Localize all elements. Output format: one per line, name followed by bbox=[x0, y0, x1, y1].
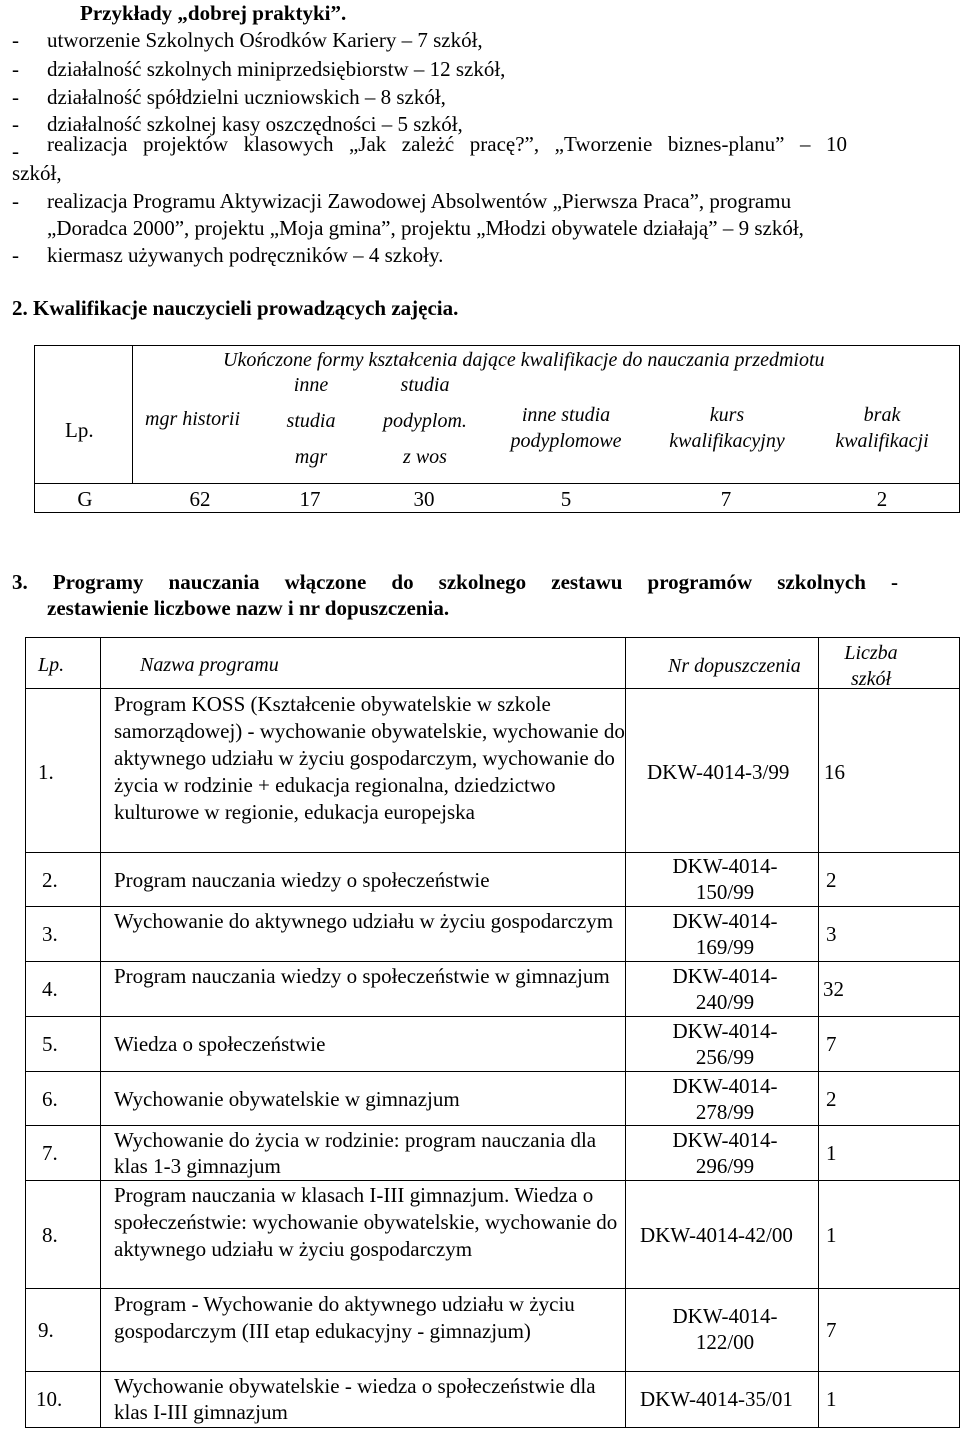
list-item: działalność szkolnych miniprzedsiębiorstw – 12 szkół, bbox=[47, 57, 506, 81]
table-cell: 7 bbox=[720, 487, 732, 511]
section3-heading-line2: zestawienie liczbowe nazw i nr dopuszczenia. bbox=[47, 596, 450, 620]
programs-row-count: 16 bbox=[824, 760, 845, 784]
programs-row-nr: DKW-4014-278/99 bbox=[672, 1074, 778, 1124]
programs-row-name: Program nauczania w klasach I-III gimnazjum. Wiedza o społeczeństwie: wychowanie obywatelskie, wychowanie do aktywnego udziału w życiu gospodarczym bbox=[114, 1183, 618, 1261]
programs-header-nr: Nr dopuszczenia bbox=[668, 655, 801, 677]
programs-row-name: Wychowanie do aktywnego udziału w życiu gospodarczym bbox=[114, 909, 614, 933]
table-header-col2-line2: studia bbox=[286, 410, 336, 432]
table-cell: 30 bbox=[413, 487, 435, 511]
programs-row-nr: DKW-4014-256/99 bbox=[672, 1019, 778, 1069]
programs-row-nr: DKW-4014-150/99 bbox=[672, 854, 778, 904]
programs-row-lp: 7. bbox=[42, 1141, 58, 1165]
programs-row-lp: 9. bbox=[38, 1318, 54, 1342]
table-header-col4-line2: podyplomowe bbox=[510, 430, 622, 452]
table-header-col4-line1: inne studia bbox=[521, 404, 611, 426]
programs-row-name: Program nauczania wiedzy o społeczeństwie w gimnazjum bbox=[114, 964, 610, 988]
programs-row-count: 1 bbox=[826, 1141, 837, 1165]
list-item: realizacja projektów klasowych „Jak zależć pracę?”, „Tworzenie biznes-planu” – 10 bbox=[47, 132, 847, 156]
programs-row-count: 1 bbox=[826, 1387, 837, 1411]
programs-row-count: 32 bbox=[823, 977, 844, 1001]
table-span-header: Ukończone formy kształcenia dające kwalifikacje do nauczania przedmiotu bbox=[223, 349, 825, 371]
programs-row-name: Wiedza o społeczeństwie bbox=[114, 1032, 326, 1056]
list-item-dash: - bbox=[12, 85, 19, 109]
programs-row-lp: 2. bbox=[42, 868, 58, 892]
programs-row-name: Wychowanie do życia w rodzinie: program nauczania dla klas 1-3 gimnazjum bbox=[114, 1128, 597, 1178]
programs-row-nr: DKW-4014-42/00 bbox=[640, 1223, 793, 1247]
list-item-continuation: szkół, bbox=[12, 161, 62, 185]
programs-row-nr: DKW-4014-122/00 bbox=[672, 1304, 778, 1354]
programs-row-lp: 5. bbox=[42, 1032, 58, 1056]
programs-row-nr: DKW-4014-169/99 bbox=[672, 909, 778, 959]
programs-row-count: 3 bbox=[826, 922, 837, 946]
section2-heading: 2. Kwalifikacje nauczycieli prowadzących zajęcia. bbox=[12, 296, 459, 320]
programs-row-lp: 8. bbox=[42, 1223, 58, 1247]
programs-row-count: 1 bbox=[826, 1223, 837, 1247]
list-item: utworzenie Szkolnych Ośrodków Kariery – 7 szkół, bbox=[47, 28, 483, 52]
list-item-dash: - bbox=[12, 57, 19, 81]
table-header-col1: mgr historii bbox=[145, 408, 241, 430]
programs-header-count-line1: Liczba bbox=[844, 642, 898, 664]
table-cell: 17 bbox=[299, 487, 321, 511]
programs-row-count: 7 bbox=[826, 1032, 837, 1056]
list-item: realizacja Programu Aktywizacji Zawodowej Absolwentów „Pierwsza Praca”, programu bbox=[47, 189, 792, 213]
table-header-col3-line1: studia bbox=[400, 374, 450, 396]
programs-row-count: 2 bbox=[826, 1087, 837, 1111]
list-item: działalność szkolnej kasy oszczędności – 5 szkół, bbox=[47, 112, 463, 136]
programs-row-lp: 4. bbox=[42, 977, 58, 1001]
programs-row-name: Wychowanie obywatelskie w gimnazjum bbox=[114, 1087, 460, 1111]
table-cell: 2 bbox=[876, 487, 888, 511]
good-practices-heading: Przykłady „dobrej praktyki”. bbox=[80, 1, 347, 25]
list-item-dash: - bbox=[12, 139, 19, 163]
list-item: działalność spółdzielni uczniowskich – 8 szkół, bbox=[47, 85, 446, 109]
table-cell: 5 bbox=[560, 487, 572, 511]
programs-row-name: Program - Wychowanie do aktywnego udziału w życiu gospodarczym (III etap edukacyjny - gimnazjum) bbox=[114, 1292, 575, 1343]
table-header-col3-line3: z wos bbox=[403, 446, 447, 468]
table-header-lp: Lp. bbox=[65, 418, 94, 442]
table-header-col5-line2: kwalifikacyjny bbox=[669, 430, 785, 452]
programs-row-nr: DKW-4014-296/99 bbox=[672, 1128, 778, 1178]
programs-row-nr: DKW-4014-3/99 bbox=[647, 760, 790, 784]
list-item: kiermasz używanych podręczników – 4 szkoły. bbox=[47, 243, 444, 267]
programs-row-name: Wychowanie obywatelskie - wiedza o społeczeństwie dla klas I-III gimnazjum bbox=[114, 1374, 596, 1424]
programs-header-name: Nazwa programu bbox=[140, 654, 279, 676]
section3-heading-line1: 3. Programy nauczania włączone do szkolnego zestawu programów szkolnych - bbox=[12, 570, 898, 594]
table-cell: G bbox=[77, 487, 93, 511]
programs-row-count: 7 bbox=[826, 1318, 837, 1342]
programs-row-lp: 1. bbox=[38, 760, 54, 784]
programs-row-nr: DKW-4014-35/01 bbox=[640, 1387, 793, 1411]
table-header-col6-line1: brak bbox=[863, 404, 901, 426]
list-item-dash: - bbox=[12, 243, 19, 267]
programs-header-lp: Lp. bbox=[38, 654, 65, 676]
list-item-dash: - bbox=[12, 112, 19, 136]
table-header-col2-line3: mgr bbox=[294, 446, 328, 468]
table-cell: 62 bbox=[189, 487, 211, 511]
programs-row-lp: 3. bbox=[42, 922, 58, 946]
programs-row-name: Program nauczania wiedzy o społeczeństwie bbox=[114, 868, 490, 892]
list-item-dash: - bbox=[12, 189, 19, 213]
table-header-col5-line1: kurs bbox=[709, 404, 745, 426]
programs-row-name: Program KOSS (Kształcenie obywatelskie w szkole samorządowej) - wychowanie obywatelskie, wychowanie do aktywnego udziału w życiu gospodarczym, wychowanie do życia w rodzinie + edukacja regionalna, dziedzictwo kulturowe w regionie, edukacja europejska bbox=[114, 692, 625, 824]
table-header-col2-line1: inne bbox=[293, 374, 329, 396]
programs-row-nr: DKW-4014-240/99 bbox=[672, 964, 778, 1014]
programs-row-count: 2 bbox=[826, 868, 837, 892]
programs-row-lp: 10. bbox=[36, 1387, 63, 1411]
table-header-col3-line2: podyplom. bbox=[383, 410, 467, 432]
table-header-col6-line2: kwalifikacji bbox=[835, 430, 929, 452]
programs-row-lp: 6. bbox=[42, 1087, 58, 1111]
programs-header-count-line2: szkół bbox=[851, 668, 891, 690]
list-item-continuation: „Doradca 2000”, projektu „Moja gmina”, projektu „Młodzi obywatele działają” – 9 szkół, bbox=[47, 216, 804, 240]
list-item-dash: - bbox=[12, 28, 19, 52]
